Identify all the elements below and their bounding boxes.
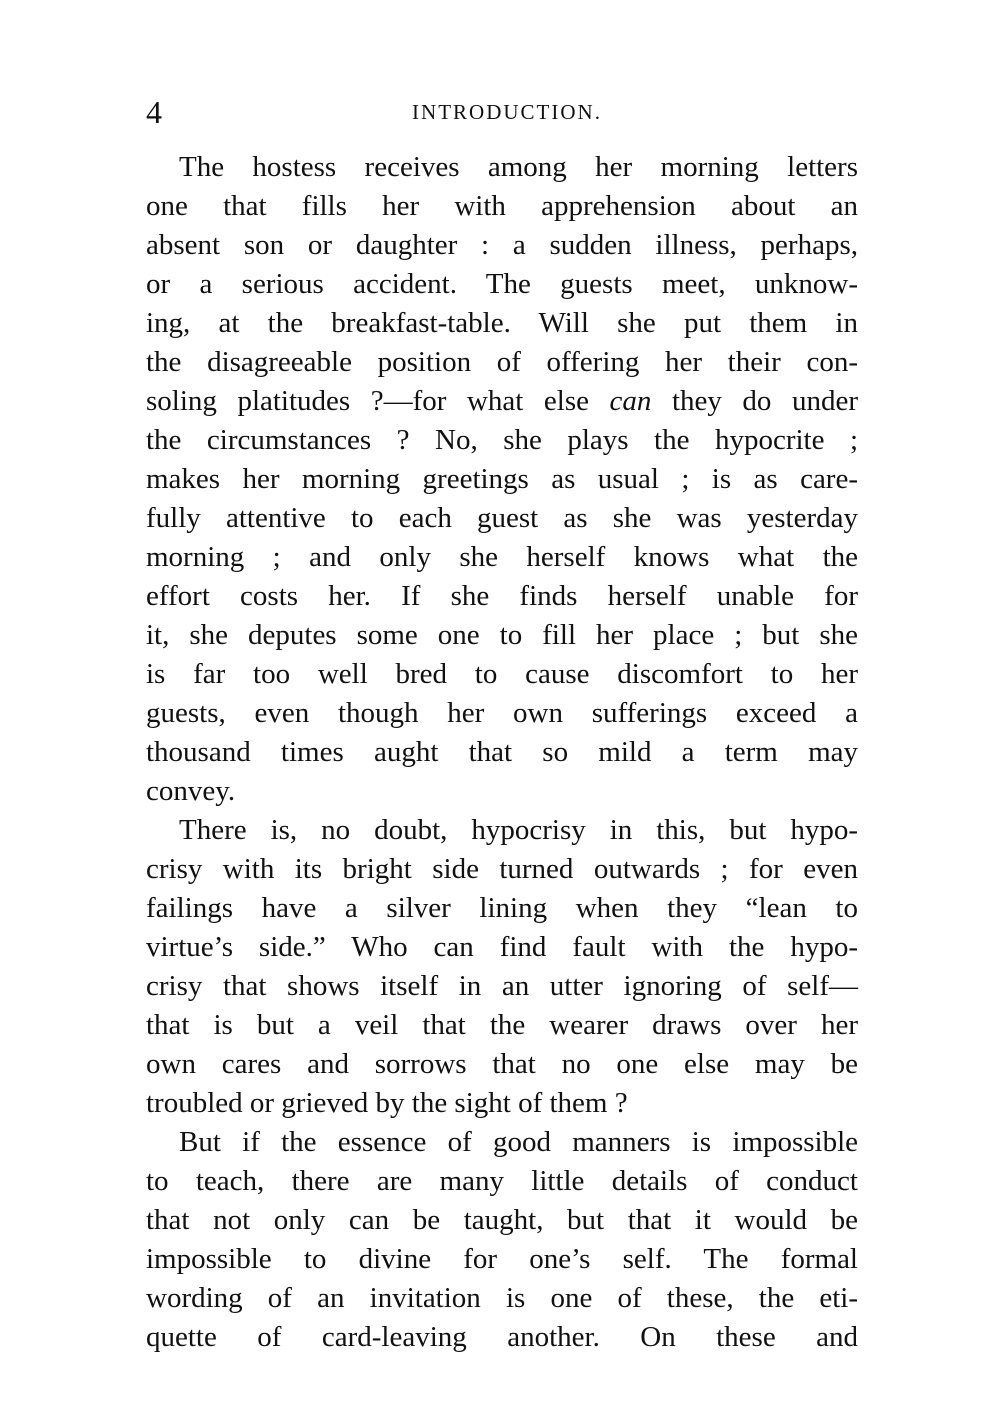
text-line: fully attentive to each guest as she was yesterday	[146, 502, 858, 534]
text-line: But if the essence of good manners is impossible	[179, 1126, 858, 1158]
text-line: thousand times aught that so mild a term may	[146, 736, 858, 768]
text-line: troubled or grieved by the sight of them ?	[146, 1087, 628, 1119]
text-line: is far too well bred to cause discomfort to her	[146, 658, 858, 690]
page-number: 4	[146, 94, 162, 130]
text-segment: they do under	[671, 385, 858, 417]
text-line: that is but a veil that the wearer draws over her	[146, 1009, 858, 1041]
text-line: it, she deputes some one to fill her place ; but she	[146, 619, 858, 651]
text-line: that not only can be taught, but that it would be	[146, 1204, 858, 1236]
text-line: convey.	[146, 775, 236, 807]
text-line: absent son or daughter : a sudden illness, perhaps,	[146, 229, 858, 261]
text-line: impossible to divine for one’s self. The formal	[146, 1243, 858, 1275]
text-line: own cares and sorrows that no one else may be	[146, 1048, 858, 1080]
text-line: virtue’s side.” Who can find fault with the hypo-	[146, 931, 858, 963]
body-text	[146, 148, 858, 1357]
chapter-title: INTRODUCTION.	[412, 100, 602, 124]
text-line: the circumstances ? No, she plays the hypocrite ;	[146, 424, 858, 456]
text-line: the disagreeable position of offering her their con-	[146, 346, 858, 378]
text-line: guests, even though her own sufferings exceed a	[146, 697, 858, 729]
text-line: morning ; and only she herself knows what the	[146, 541, 858, 573]
text-line: crisy with its bright side turned outwards ; for even	[146, 853, 858, 885]
italic-word: can	[609, 385, 652, 417]
text-line: to teach, there are many little details of conduct	[146, 1165, 858, 1197]
text-segment: soling platitudes ?—for what else	[146, 385, 589, 417]
text-line: wording of an invitation is one of these, the eti-	[146, 1282, 858, 1314]
text-line: There is, no doubt, hypocrisy in this, but hypo-	[179, 814, 858, 846]
text-line: effort costs her. If she finds herself unable for	[146, 580, 858, 612]
text-line: or a serious accident. The guests meet, unknow-	[146, 268, 858, 300]
text-line: The hostess receives among her morning letters	[179, 151, 858, 183]
text-line: failings have a silver lining when they “lean to	[146, 892, 858, 924]
text-line: one that fills her with apprehension about an	[146, 190, 858, 222]
running-head	[146, 92, 858, 132]
text-line: crisy that shows itself in an utter ignoring of self—	[146, 970, 858, 1002]
text-line: quette of card-leaving another. On these and	[146, 1321, 858, 1353]
text-line-with-italic	[146, 382, 858, 421]
text-line: ing, at the breakfast-table. Will she put them in	[146, 307, 858, 339]
text-line: makes her morning greetings as usual ; is as care-	[146, 463, 858, 495]
